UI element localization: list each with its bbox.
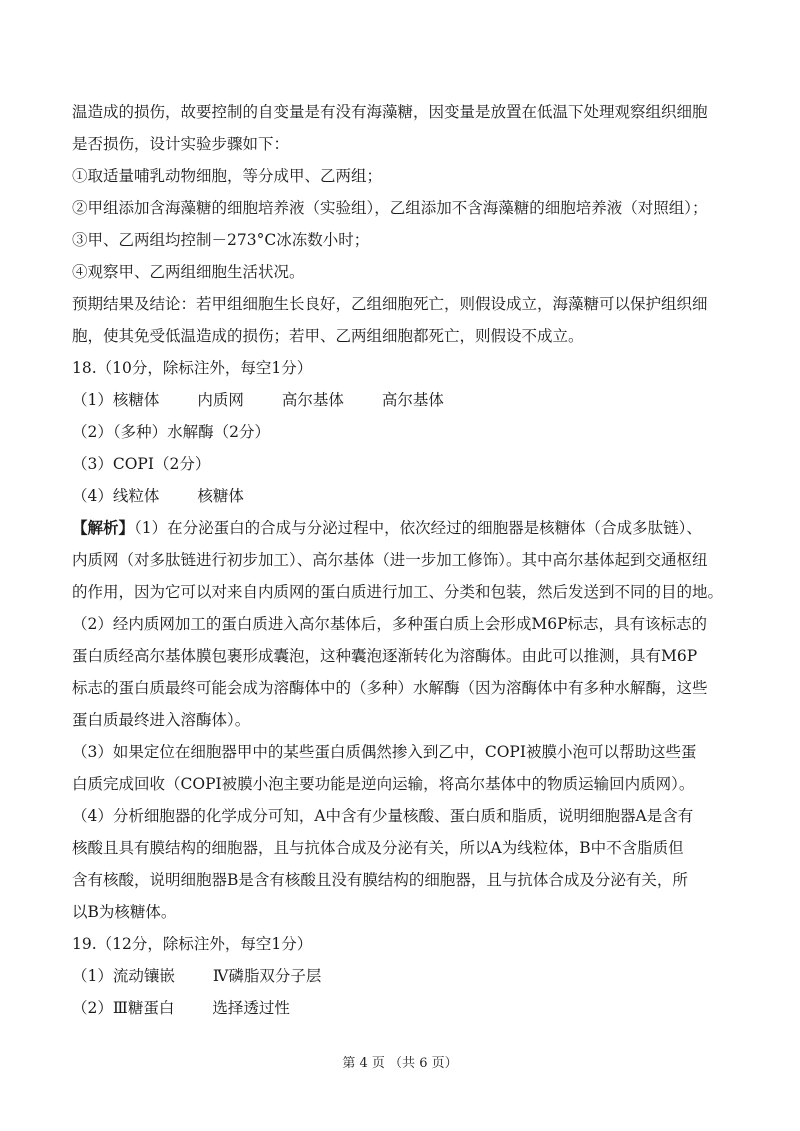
intro-line: 是否损伤，设计实验步骤如下： <box>72 135 290 153</box>
q18-header: 18.（10分，除标注外，每空1分） <box>72 359 313 377</box>
q19-answer-2 <box>72 998 732 1018</box>
q18-answer-4 <box>72 486 732 506</box>
intro-line: ①取适量哺乳动物细胞，等分成甲、乙两组； <box>72 167 383 185</box>
analysis-line: （3）如果定位在细胞器甲中的某些蛋白质偶然掺入到乙中，COPⅠ被膜小泡可以帮助这些蛋 <box>72 743 697 761</box>
analysis-line: 的作用，因为它可以对来自内质网的蛋白质进行加工、分类和包装，然后发送到不同的目的地。 <box>72 583 724 601</box>
page-footer: 第 4 页 （共 6 页） <box>342 1056 458 1071</box>
answer-item: 核糖体 <box>197 487 244 505</box>
analysis-line: 标志的蛋白质最终可能会成为溶酶体中的（多种）水解酶（因为溶酶体中有多种水解酶，这些 <box>72 679 708 697</box>
answer-item: 高尔基体 <box>281 391 344 409</box>
answer-item: 流动镶嵌 <box>112 967 175 985</box>
analysis-line: 含有核酸，说明细胞器B是含有核酸且没有膜结构的细胞器，且与抗体合成及分泌有关，所 <box>72 871 688 889</box>
intro-line: 温造成的损伤，故要控制的自变量是有没有海藻糖，因变量是放置在低温下处理观察组织细胞 <box>72 103 708 121</box>
analysis-line: 蛋白质经高尔基体膜包裹形成囊泡，这种囊泡逐渐转化为溶酶体。由此可以推测，具有M6P <box>72 647 698 665</box>
answer-item: Ⅲ糖蛋白 <box>112 999 175 1017</box>
intro-line: ④观察甲、乙两组细胞生活状况。 <box>72 263 305 281</box>
analysis-line: 以B为核糖体。 <box>72 903 177 921</box>
answer-item: 线粒体 <box>112 487 160 505</box>
answer-item: Ⅳ磷脂双分子层 <box>212 967 322 985</box>
q18-answer-3: （3）COPⅠ（2分） <box>72 455 211 473</box>
answer-label: （4） <box>72 487 113 505</box>
q19-answer-1 <box>72 966 732 986</box>
intro-line: ③甲、乙两组均控制－273°C冰冻数小时； <box>72 231 370 249</box>
answer-item: 高尔基体 <box>381 391 444 409</box>
intro-line: ②甲组添加含海藻糖的细胞培养液（实验组），乙组添加不含海藻糖的细胞培养液（对照组）； <box>72 199 708 217</box>
analysis-line: （2）经内质网加工的蛋白质进入高尔基体后，多种蛋白质上会形成M6P标志，具有该标志的 <box>72 615 708 633</box>
answer-label: （1） <box>72 967 113 985</box>
q18-answer-1 <box>72 390 732 410</box>
analysis-line: （4）分析细胞器的化学成分可知，A中含有少量核酸、蛋白质和脂质，说明细胞器A是含有 <box>72 807 694 825</box>
intro-line: 胞，使其免受低温造成的损伤；若甲、乙两组细胞都死亡，则假设不成立。 <box>72 327 584 345</box>
analysis-line: 白质完成回收（COPⅠ被膜小泡主要功能是逆向运输，将高尔基体中的物质运输回内质网）。 <box>72 775 695 793</box>
analysis-line: 核酸且具有膜结构的细胞器，且与抗体合成及分泌有关，所以A为线粒体，B中不含脂质但 <box>72 839 684 857</box>
analysis-line: 蛋白质最终进入溶酶体）。 <box>72 711 251 729</box>
analysis-text: （1）在分泌蛋白的合成与分泌过程中，依次经过的细胞器是核糖体（合成多肽链）、 <box>134 519 702 537</box>
q18-answer-2: （2）（多种）水解酶（2分） <box>72 423 270 441</box>
answer-item: 内质网 <box>197 391 244 409</box>
answer-label: （2） <box>72 999 113 1017</box>
answer-label: （1） <box>72 391 113 409</box>
intro-line: 预期结果及结论：若甲组细胞生长良好，乙组细胞死亡，则假设成立，海藻糖可以保护组织细 <box>72 295 708 313</box>
analysis-line <box>72 518 732 538</box>
answer-item: 核糖体 <box>112 391 160 409</box>
analysis-tag: 【解析】 <box>72 518 135 537</box>
answer-item: 选择透过性 <box>212 999 290 1017</box>
analysis-line: 内质网（对多肽链进行初步加工）、高尔基体（进一步加工修饰）。其中高尔基体起到交通枢纽 <box>72 551 708 569</box>
q19-header: 19.（12分，除标注外，每空1分） <box>72 935 313 953</box>
